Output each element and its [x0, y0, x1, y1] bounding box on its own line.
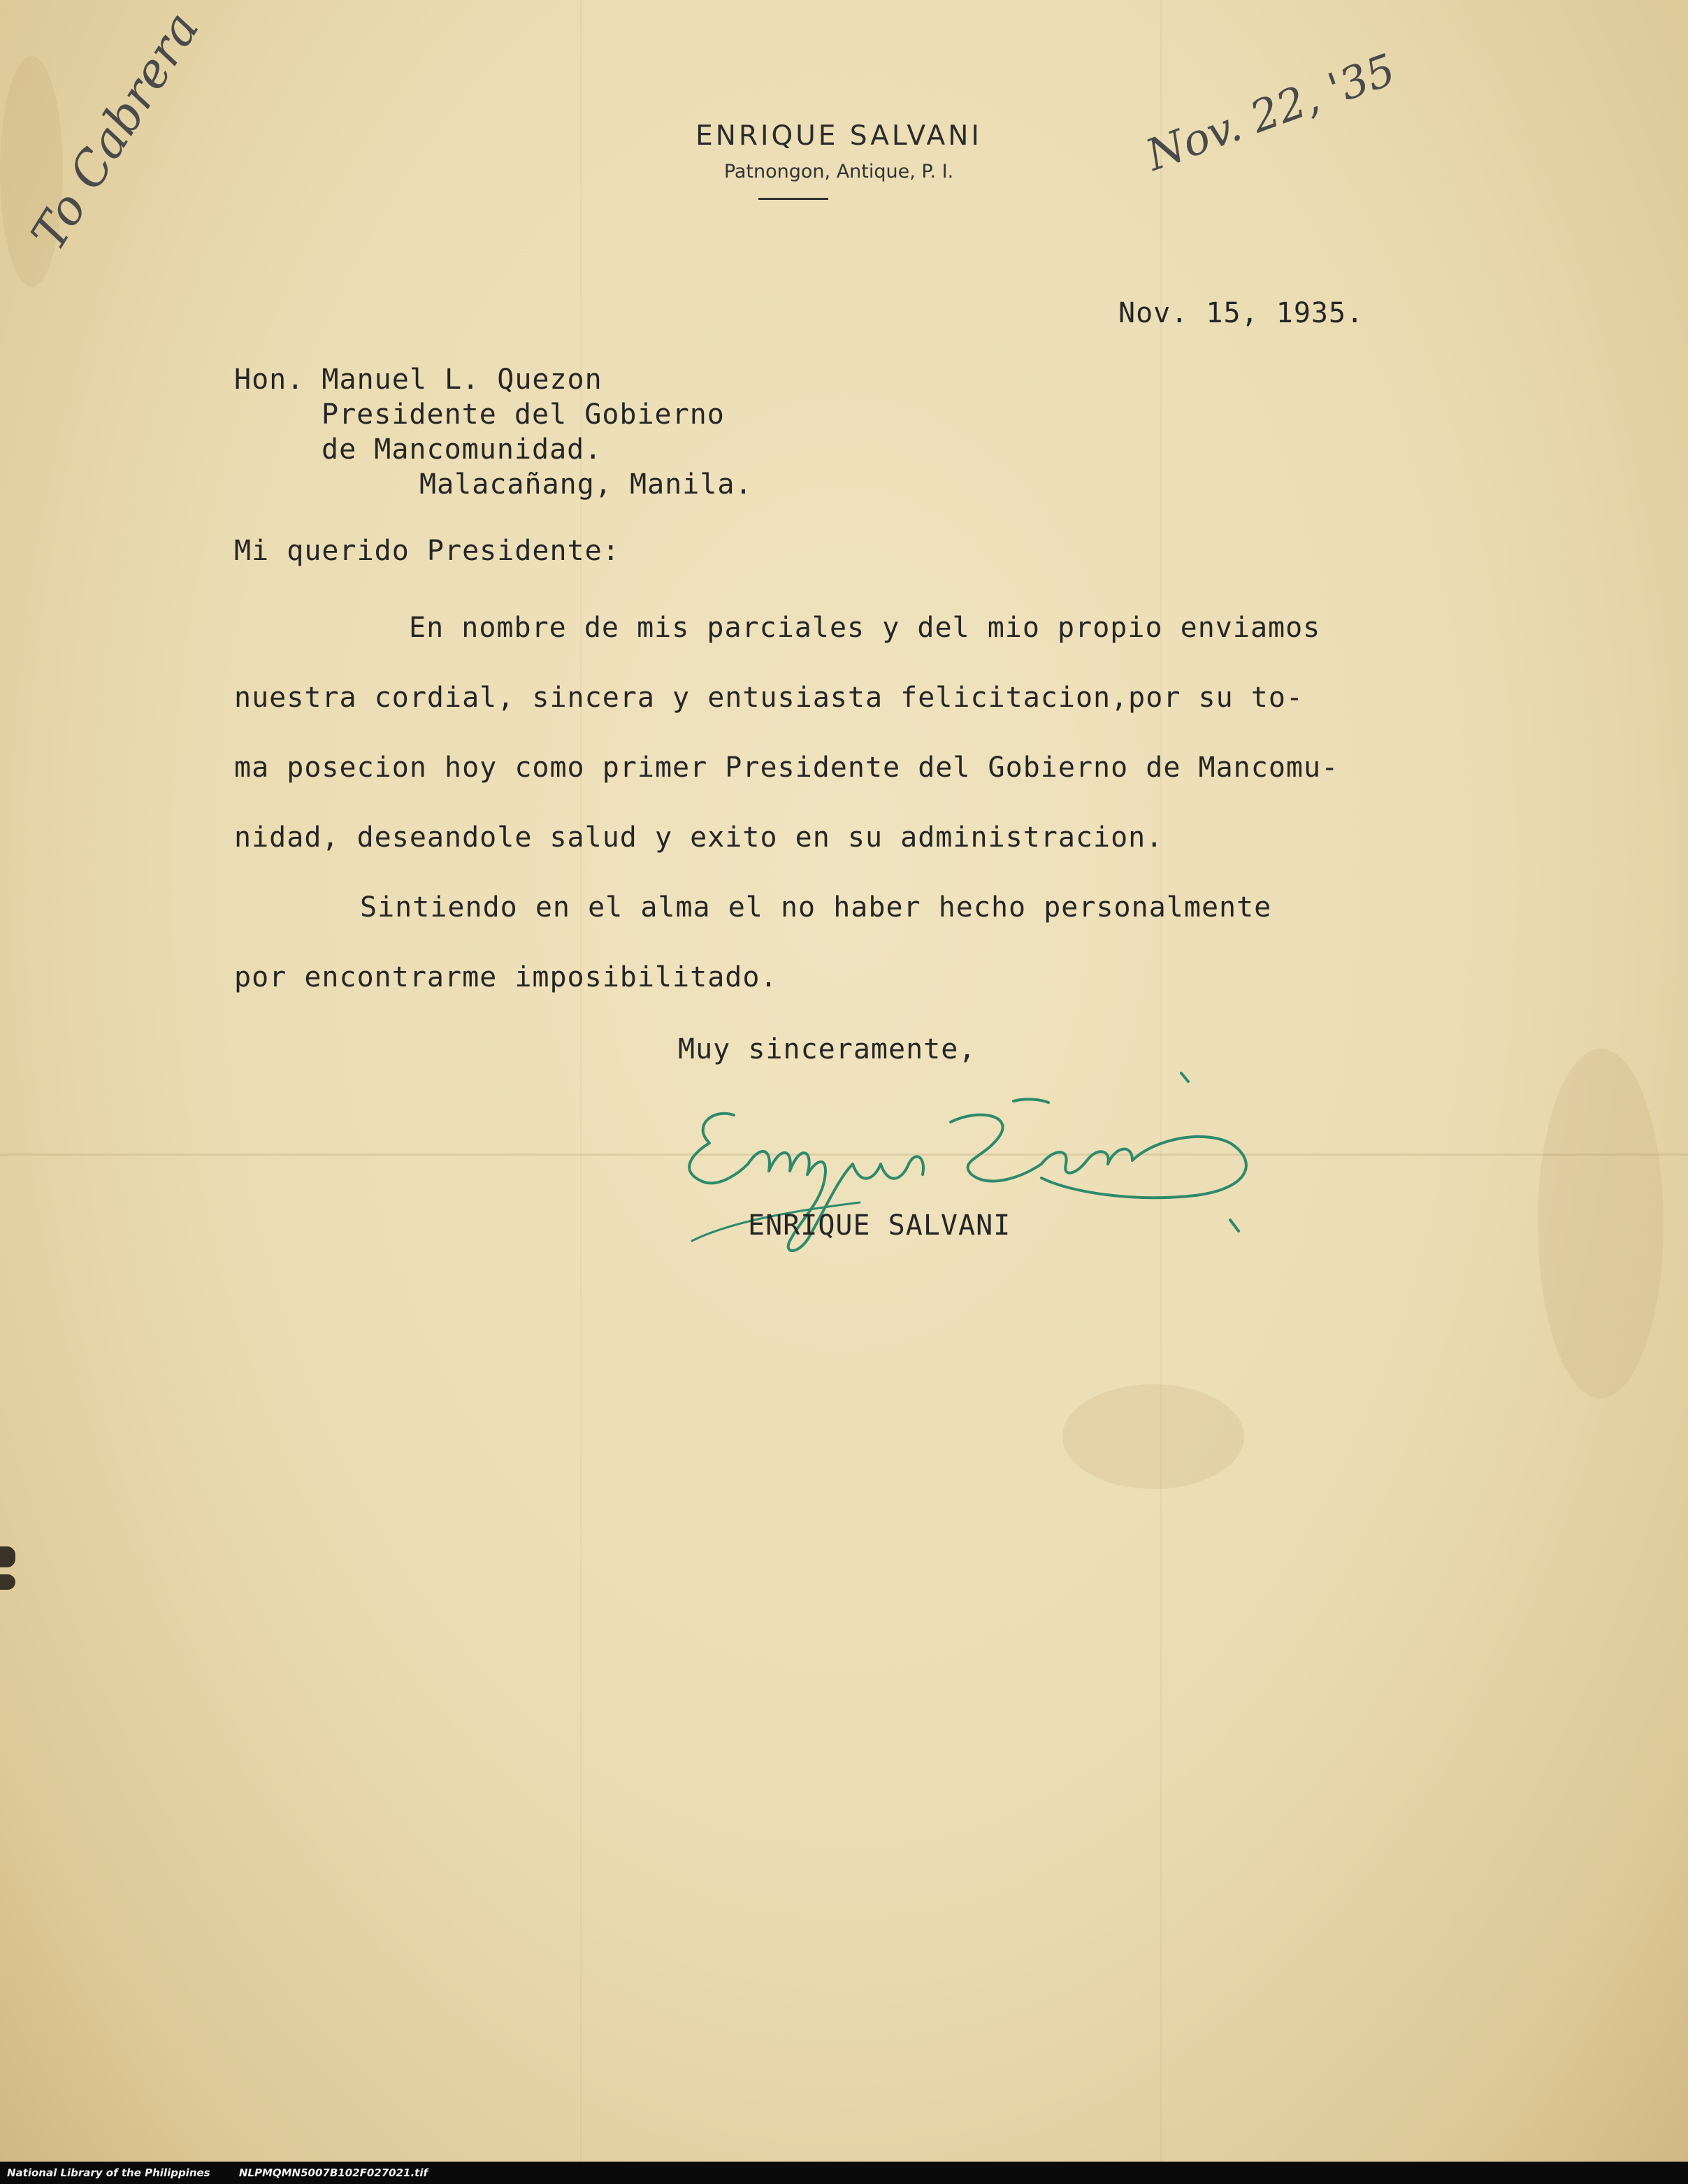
recipient-line-address: Malacañang, Manila. [419, 468, 753, 501]
body-line: ma posecion hoy como primer Presidente del Gobierno de Mancomu- [234, 752, 1339, 784]
typed-signature-name: ENRIQUE SALVANI [748, 1209, 1011, 1242]
body-line: nuestra cordial, sincera y entusiasta felicitacion,por su to- [234, 682, 1304, 714]
recipient-line-name: Hon. Manuel L. Quezon [234, 364, 603, 396]
body-line: Sintiendo en el alma el no haber hecho personalmente [360, 891, 1272, 924]
body-line: En nombre de mis parciales y del mio propio enviamos [409, 612, 1321, 644]
body-line: por encontrarme imposibilitado. [234, 961, 778, 993]
binding-hole-mark [0, 1546, 15, 1567]
letterhead-address: Patnongon, Antique, P. I. [723, 161, 954, 182]
letterhead-name: ENRIQUE SALVANI [695, 120, 982, 152]
closing: Muy sinceramente, [678, 1033, 976, 1065]
binding-hole-mark [0, 1574, 15, 1590]
paper-stain [0, 56, 63, 287]
paper-fold-vertical-left [580, 0, 582, 2184]
paper-stain [1062, 1384, 1244, 1489]
archive-library-name: National Library of the Philippines [7, 2167, 210, 2179]
archive-file-code: NLPMQMN5007B102F027021.tif [238, 2167, 428, 2179]
recipient-line-title: Presidente del Gobierno [322, 398, 725, 431]
salutation: Mi querido Presidente: [234, 535, 620, 567]
archive-footer-bar [0, 2162, 1688, 2184]
handwritten-margin-note: To Cabrera [21, 2, 210, 260]
paper-stain [1538, 1049, 1664, 1398]
recipient-line-government: de Mancomunidad. [322, 433, 603, 466]
handwritten-received-date: Nov. 22, '35 [1139, 43, 1402, 181]
letterhead-divider [758, 198, 828, 200]
letter-date: Nov. 15, 1935. [1118, 297, 1364, 329]
body-line: nidad, deseandole salud y exito en su administracion. [234, 821, 1164, 854]
